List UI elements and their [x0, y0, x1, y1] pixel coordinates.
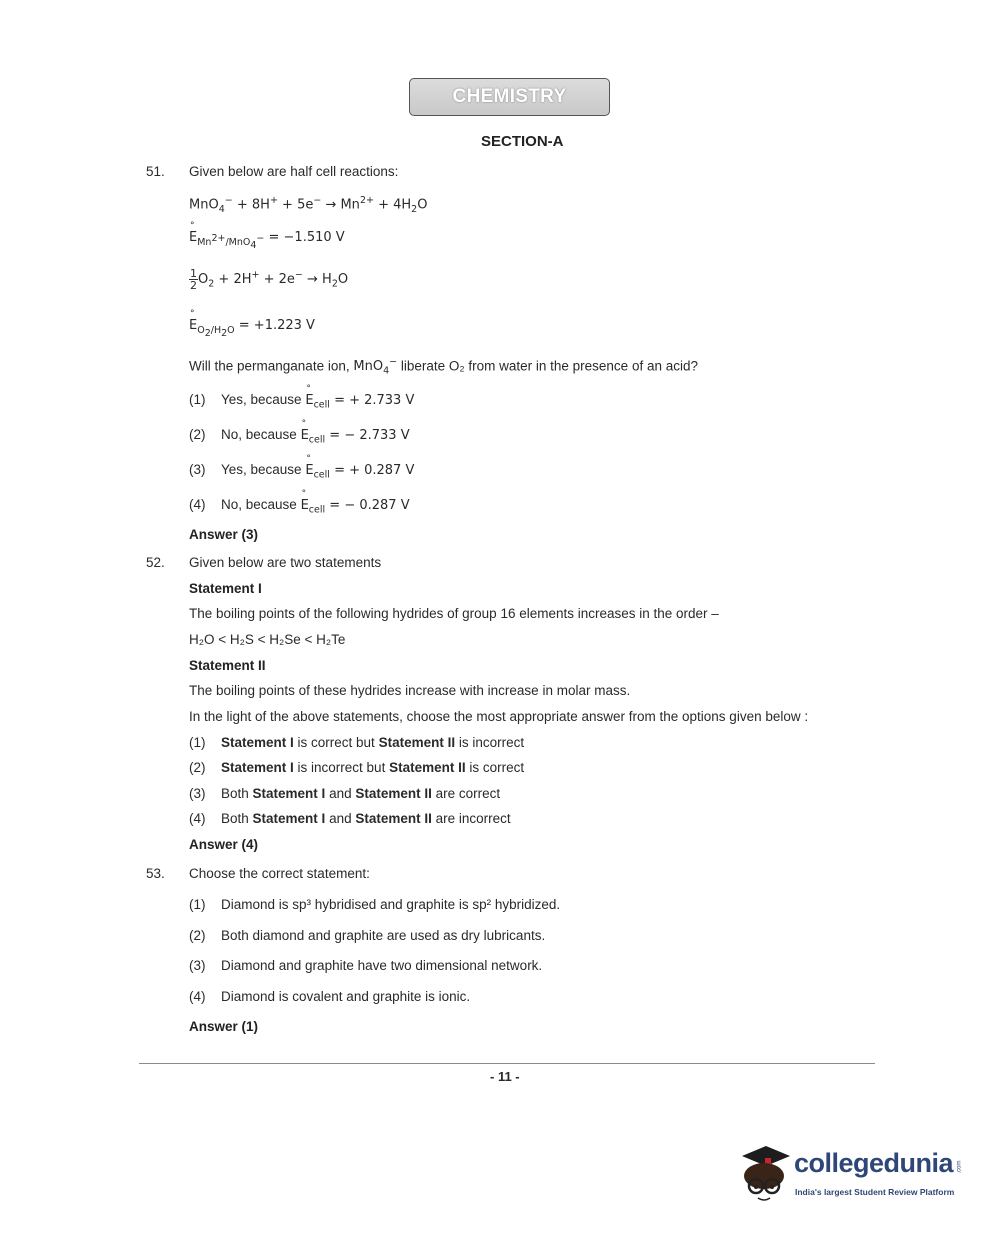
option-number: (1)	[189, 392, 206, 407]
question-intro: Given below are two statements	[189, 555, 382, 570]
logo-domain: .com	[956, 1160, 963, 1174]
option-number: (2)	[189, 427, 206, 442]
option-text: Diamond and graphite have two dimensional network.	[221, 958, 543, 973]
option-number: (1)	[189, 897, 206, 912]
subject-title: CHEMISTRY	[452, 86, 567, 107]
question-intro: Choose the correct statement:	[189, 866, 370, 881]
section-title: SECTION-A	[481, 133, 564, 150]
question-intro: Given below are half cell reactions:	[189, 164, 399, 179]
option-text: Both Statement I and Statement II are correct	[221, 786, 501, 801]
option-number: (3)	[189, 786, 206, 801]
answer: Answer (4)	[189, 837, 259, 852]
potential-1-value: = −1.510 V	[268, 230, 345, 245]
option-text: Yes, because ° $E_{cell}$ = + 2.733 V	[221, 392, 414, 411]
statement-1-text: The boiling points of the following hydrides of group 16 elements increases in the order –	[189, 606, 719, 621]
question-number: 52.	[146, 555, 165, 570]
footer-divider	[139, 1063, 875, 1064]
answer: Answer (1)	[189, 1019, 259, 1034]
reaction-1: $MnO_4^- + 8H^+ + 5e^- \to Mn^{2+} + 4H_2O$	[189, 195, 428, 215]
option-text: Statement I is correct but Statement II is incorrect	[221, 735, 525, 750]
instruction: In the light of the above statements, choose the most appropriate answer from the options given below :	[189, 709, 809, 724]
answer: Answer (3)	[189, 527, 259, 542]
potential-2: ° $E_{O_2/H_2O} = +1.223$ V	[189, 318, 315, 338]
option-number: (4)	[189, 497, 206, 512]
option-number: (2)	[189, 928, 206, 943]
option-number: (1)	[189, 735, 206, 750]
option-text: Diamond is sp³ hybridised and graphite is sp² hybridized.	[221, 897, 561, 912]
option-text: Both Statement I and Statement II are incorrect	[221, 811, 511, 826]
option-text: Both diamond and graphite are used as dry lubricants.	[221, 928, 546, 943]
statement-1-order: H₂O < H₂S < H₂Se < H₂Te	[189, 632, 346, 647]
question-number: 51.	[146, 164, 165, 179]
option-text: No, because ° $E_{cell}$ = − 0.287 V	[221, 497, 410, 516]
option-number: (3)	[189, 462, 206, 477]
mascot-logo-icon	[736, 1138, 794, 1208]
option-text: Statement I is incorrect but Statement II is correct	[221, 760, 525, 775]
option-number: (2)	[189, 760, 206, 775]
statement-1-label: Statement I	[189, 581, 262, 596]
statement-2-text: The boiling points of these hydrides increase with increase in molar mass.	[189, 683, 631, 698]
statement-2-label: Statement II	[189, 658, 266, 673]
option-text: Diamond is covalent and graphite is ionic.	[221, 989, 471, 1004]
option-number: (4)	[189, 811, 206, 826]
option-number: (3)	[189, 958, 206, 973]
subject-banner	[409, 78, 610, 116]
option-text: Yes, because ° $E_{cell}$ = + 0.287 V	[221, 462, 414, 481]
question-number: 53.	[146, 866, 165, 881]
reaction-2: $\frac{1}{2}$ $O_2 + 2H^+ + 2e^- \to H_2O$	[190, 267, 349, 292]
logo-tagline: India's largest Student Review Platform	[795, 1187, 955, 1197]
question-text: Will the permanganate ion, MnO$_4$− liberate O₂ from water in the presence of an acid?	[189, 357, 698, 377]
page-number: - 11 -	[490, 1069, 520, 1084]
option-text: No, because ° $E_{cell}$ = − 2.733 V	[221, 427, 410, 446]
option-number: (4)	[189, 989, 206, 1004]
potential-2-value: = +1.223 V	[238, 318, 315, 333]
logo-wordmark: collegedunia	[794, 1148, 954, 1178]
potential-1: ° $E_{Mn^{2+}/MnO_4^-} = -1.510$ V	[189, 230, 345, 250]
